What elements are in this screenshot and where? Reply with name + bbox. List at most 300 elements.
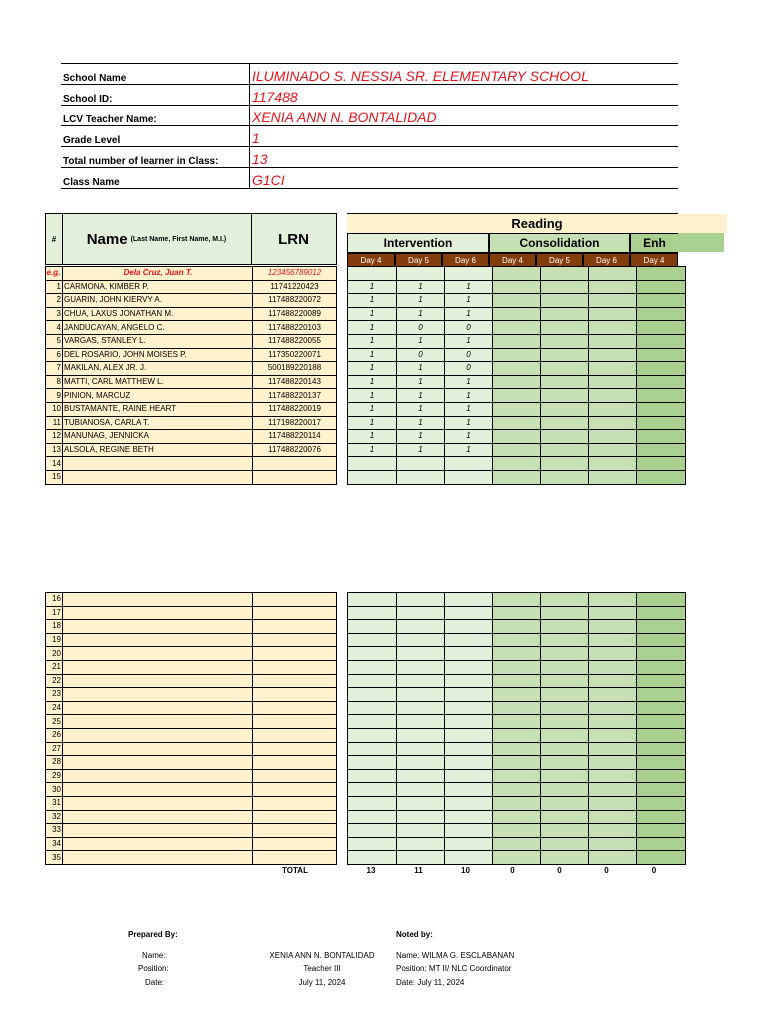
score-cell[interactable] xyxy=(589,457,637,471)
score-cell[interactable]: 0 xyxy=(397,348,445,362)
score-cell[interactable] xyxy=(493,280,541,294)
learner-lrn[interactable] xyxy=(253,769,337,783)
score-cell[interactable] xyxy=(397,701,445,715)
learner-lrn[interactable] xyxy=(253,593,337,607)
score-cell[interactable] xyxy=(541,742,589,756)
score-cell[interactable] xyxy=(348,633,397,647)
learner-lrn[interactable]: 117488220137 xyxy=(253,389,337,403)
score-cell[interactable] xyxy=(397,728,445,742)
learner-name[interactable]: MANUNAG, JENNICKA xyxy=(63,430,253,444)
score-cell[interactable] xyxy=(541,769,589,783)
score-cell[interactable] xyxy=(397,783,445,797)
score-cell[interactable]: 1 xyxy=(348,389,397,403)
score-cell[interactable] xyxy=(541,348,589,362)
score-cell[interactable] xyxy=(348,756,397,770)
score-cell[interactable]: 1 xyxy=(445,430,493,444)
score-cell[interactable] xyxy=(589,267,637,281)
score-cell[interactable] xyxy=(348,470,397,484)
score-cell[interactable] xyxy=(541,660,589,674)
score-cell[interactable] xyxy=(348,457,397,471)
learner-name[interactable]: JANDUCAYAN, ANGELO C. xyxy=(63,321,253,335)
score-cell[interactable]: 1 xyxy=(445,307,493,321)
score-cell[interactable] xyxy=(493,620,541,634)
score-cell[interactable] xyxy=(637,402,686,416)
learner-lrn[interactable]: 117488220103 xyxy=(253,321,337,335)
score-cell[interactable] xyxy=(348,851,397,865)
learner-lrn[interactable] xyxy=(253,837,337,851)
score-cell[interactable] xyxy=(541,783,589,797)
score-cell[interactable] xyxy=(493,470,541,484)
score-cell[interactable] xyxy=(493,457,541,471)
score-cell[interactable] xyxy=(493,796,541,810)
score-cell[interactable] xyxy=(541,430,589,444)
score-cell[interactable] xyxy=(493,756,541,770)
score-cell[interactable] xyxy=(637,307,686,321)
learner-name[interactable]: GUARIN, JOHN KIERVY A. xyxy=(63,294,253,308)
score-cell[interactable]: 1 xyxy=(397,294,445,308)
score-cell[interactable] xyxy=(637,606,686,620)
score-cell[interactable] xyxy=(397,674,445,688)
learner-name[interactable]: PINION, MARCUZ xyxy=(63,389,253,403)
score-cell[interactable] xyxy=(493,688,541,702)
learner-lrn[interactable] xyxy=(253,796,337,810)
score-cell[interactable] xyxy=(348,715,397,729)
score-cell[interactable] xyxy=(445,837,493,851)
learner-lrn[interactable] xyxy=(253,715,337,729)
score-cell[interactable]: 1 xyxy=(397,375,445,389)
score-cell[interactable] xyxy=(493,321,541,335)
score-cell[interactable] xyxy=(589,375,637,389)
learner-name[interactable] xyxy=(63,715,253,729)
learner-name[interactable]: TUBIANOSA, CARLA T. xyxy=(63,416,253,430)
score-cell[interactable] xyxy=(589,307,637,321)
score-cell[interactable] xyxy=(493,389,541,403)
score-cell[interactable] xyxy=(493,715,541,729)
score-cell[interactable] xyxy=(541,593,589,607)
score-cell[interactable] xyxy=(637,348,686,362)
learner-name[interactable]: ALSOLA, REGINE BETH xyxy=(63,443,253,457)
learner-lrn[interactable] xyxy=(253,810,337,824)
learner-name[interactable]: BUSTAMANTE, RAINE HEART xyxy=(63,402,253,416)
score-cell[interactable] xyxy=(493,701,541,715)
score-cell[interactable] xyxy=(348,810,397,824)
score-cell[interactable] xyxy=(637,334,686,348)
learner-name[interactable] xyxy=(63,728,253,742)
score-cell[interactable] xyxy=(397,824,445,838)
score-cell[interactable] xyxy=(589,742,637,756)
learner-name[interactable] xyxy=(63,701,253,715)
score-cell[interactable] xyxy=(493,430,541,444)
score-cell[interactable] xyxy=(589,294,637,308)
learner-lrn[interactable] xyxy=(253,688,337,702)
score-cell[interactable] xyxy=(541,756,589,770)
learner-lrn[interactable] xyxy=(253,620,337,634)
score-cell[interactable] xyxy=(637,674,686,688)
learner-lrn[interactable] xyxy=(253,824,337,838)
score-cell[interactable]: 1 xyxy=(445,280,493,294)
score-cell[interactable] xyxy=(541,362,589,376)
learner-name[interactable] xyxy=(63,837,253,851)
score-cell[interactable] xyxy=(637,715,686,729)
score-cell[interactable] xyxy=(445,593,493,607)
learner-name[interactable] xyxy=(63,796,253,810)
score-cell[interactable] xyxy=(493,307,541,321)
score-cell[interactable]: 1 xyxy=(348,402,397,416)
score-cell[interactable] xyxy=(541,389,589,403)
score-cell[interactable] xyxy=(637,810,686,824)
score-cell[interactable] xyxy=(637,416,686,430)
score-cell[interactable] xyxy=(589,620,637,634)
learner-name[interactable] xyxy=(63,470,253,484)
score-cell[interactable] xyxy=(589,769,637,783)
score-cell[interactable] xyxy=(445,769,493,783)
score-cell[interactable] xyxy=(589,321,637,335)
learner-lrn[interactable] xyxy=(253,851,337,865)
score-cell[interactable] xyxy=(397,593,445,607)
score-cell[interactable] xyxy=(637,742,686,756)
score-cell[interactable]: 0 xyxy=(445,321,493,335)
learner-lrn[interactable]: 117488220076 xyxy=(253,443,337,457)
score-cell[interactable] xyxy=(541,416,589,430)
score-cell[interactable] xyxy=(541,321,589,335)
score-cell[interactable] xyxy=(589,783,637,797)
score-cell[interactable] xyxy=(541,606,589,620)
score-cell[interactable]: 1 xyxy=(445,389,493,403)
score-cell[interactable] xyxy=(348,593,397,607)
score-cell[interactable] xyxy=(445,606,493,620)
score-cell[interactable] xyxy=(493,647,541,661)
score-cell[interactable] xyxy=(637,660,686,674)
score-cell[interactable]: 1 xyxy=(397,443,445,457)
score-cell[interactable] xyxy=(637,443,686,457)
learner-name[interactable] xyxy=(63,769,253,783)
learner-name[interactable] xyxy=(63,824,253,838)
learner-name[interactable]: CHUA, LAXUS JONATHAN M. xyxy=(63,307,253,321)
learner-lrn[interactable] xyxy=(253,660,337,674)
score-cell[interactable] xyxy=(637,756,686,770)
score-cell[interactable] xyxy=(637,796,686,810)
score-cell[interactable] xyxy=(397,715,445,729)
score-cell[interactable]: 0 xyxy=(397,321,445,335)
score-cell[interactable] xyxy=(397,851,445,865)
learner-lrn[interactable] xyxy=(253,728,337,742)
score-cell[interactable] xyxy=(541,620,589,634)
score-cell[interactable]: 0 xyxy=(445,362,493,376)
learner-name[interactable] xyxy=(63,593,253,607)
score-cell[interactable] xyxy=(541,280,589,294)
learner-lrn[interactable]: 117488220055 xyxy=(253,334,337,348)
score-cell[interactable] xyxy=(541,810,589,824)
score-cell[interactable]: 1 xyxy=(397,307,445,321)
score-cell[interactable] xyxy=(348,824,397,838)
score-cell[interactable] xyxy=(397,769,445,783)
score-cell[interactable] xyxy=(445,783,493,797)
score-cell[interactable] xyxy=(541,402,589,416)
score-cell[interactable]: 1 xyxy=(445,443,493,457)
score-cell[interactable] xyxy=(589,362,637,376)
learner-lrn[interactable] xyxy=(253,470,337,484)
score-cell[interactable] xyxy=(541,375,589,389)
score-cell[interactable] xyxy=(589,701,637,715)
score-cell[interactable] xyxy=(589,470,637,484)
score-cell[interactable]: 1 xyxy=(397,416,445,430)
score-cell[interactable]: 1 xyxy=(397,389,445,403)
score-cell[interactable] xyxy=(637,321,686,335)
score-cell[interactable] xyxy=(541,633,589,647)
score-cell[interactable] xyxy=(637,851,686,865)
learner-name[interactable] xyxy=(63,660,253,674)
score-cell[interactable] xyxy=(348,647,397,661)
score-cell[interactable] xyxy=(637,280,686,294)
score-cell[interactable] xyxy=(445,660,493,674)
score-cell[interactable] xyxy=(493,606,541,620)
score-cell[interactable] xyxy=(589,402,637,416)
score-cell[interactable] xyxy=(637,362,686,376)
score-cell[interactable] xyxy=(589,837,637,851)
score-cell[interactable] xyxy=(397,606,445,620)
score-cell[interactable] xyxy=(397,647,445,661)
score-cell[interactable] xyxy=(397,756,445,770)
score-cell[interactable] xyxy=(397,470,445,484)
score-cell[interactable] xyxy=(493,810,541,824)
score-cell[interactable]: 1 xyxy=(348,280,397,294)
learner-name[interactable] xyxy=(63,633,253,647)
score-cell[interactable] xyxy=(637,633,686,647)
learner-name[interactable] xyxy=(63,783,253,797)
score-cell[interactable]: 1 xyxy=(397,430,445,444)
learner-lrn[interactable] xyxy=(253,606,337,620)
score-cell[interactable] xyxy=(397,837,445,851)
score-cell[interactable] xyxy=(589,660,637,674)
score-cell[interactable] xyxy=(637,824,686,838)
score-cell[interactable] xyxy=(493,674,541,688)
score-cell[interactable] xyxy=(493,593,541,607)
score-cell[interactable] xyxy=(589,443,637,457)
learner-lrn[interactable]: 117198220017 xyxy=(253,416,337,430)
score-cell[interactable] xyxy=(541,470,589,484)
score-cell[interactable] xyxy=(493,416,541,430)
score-cell[interactable]: 1 xyxy=(348,375,397,389)
score-cell[interactable] xyxy=(637,769,686,783)
score-cell[interactable] xyxy=(589,810,637,824)
score-cell[interactable] xyxy=(637,620,686,634)
score-cell[interactable] xyxy=(348,783,397,797)
score-cell[interactable] xyxy=(541,674,589,688)
score-cell[interactable] xyxy=(493,334,541,348)
score-cell[interactable]: 1 xyxy=(348,307,397,321)
score-cell[interactable] xyxy=(493,728,541,742)
score-cell[interactable]: 1 xyxy=(348,294,397,308)
learner-name[interactable] xyxy=(63,457,253,471)
score-cell[interactable] xyxy=(589,824,637,838)
score-cell[interactable] xyxy=(397,267,445,281)
score-cell[interactable] xyxy=(493,742,541,756)
score-cell[interactable] xyxy=(589,851,637,865)
score-cell[interactable] xyxy=(589,430,637,444)
score-cell[interactable] xyxy=(493,783,541,797)
score-cell[interactable] xyxy=(348,688,397,702)
score-cell[interactable] xyxy=(397,457,445,471)
score-cell[interactable] xyxy=(348,796,397,810)
score-cell[interactable] xyxy=(493,375,541,389)
score-cell[interactable] xyxy=(493,660,541,674)
score-cell[interactable]: 1 xyxy=(397,334,445,348)
score-cell[interactable] xyxy=(589,756,637,770)
score-cell[interactable] xyxy=(445,457,493,471)
score-cell[interactable] xyxy=(589,674,637,688)
score-cell[interactable]: 1 xyxy=(348,321,397,335)
score-cell[interactable] xyxy=(348,620,397,634)
score-cell[interactable]: 1 xyxy=(348,443,397,457)
score-cell[interactable] xyxy=(637,389,686,403)
learner-name[interactable]: VARGAS, STANLEY L. xyxy=(63,334,253,348)
score-cell[interactable]: 1 xyxy=(397,362,445,376)
score-cell[interactable] xyxy=(348,769,397,783)
score-cell[interactable] xyxy=(445,701,493,715)
score-cell[interactable] xyxy=(445,728,493,742)
score-cell[interactable] xyxy=(589,416,637,430)
score-cell[interactable] xyxy=(397,688,445,702)
score-cell[interactable]: 1 xyxy=(348,334,397,348)
score-cell[interactable] xyxy=(397,633,445,647)
score-cell[interactable] xyxy=(541,688,589,702)
learner-name[interactable] xyxy=(63,851,253,865)
score-cell[interactable]: 0 xyxy=(445,348,493,362)
score-cell[interactable] xyxy=(637,647,686,661)
score-cell[interactable] xyxy=(637,457,686,471)
learner-lrn[interactable]: 117350220071 xyxy=(253,348,337,362)
score-cell[interactable] xyxy=(589,606,637,620)
learner-lrn[interactable]: 500189220188 xyxy=(253,362,337,376)
score-cell[interactable] xyxy=(637,294,686,308)
score-cell[interactable] xyxy=(589,593,637,607)
learner-name[interactable] xyxy=(63,620,253,634)
score-cell[interactable] xyxy=(445,851,493,865)
learner-name[interactable] xyxy=(63,810,253,824)
score-cell[interactable] xyxy=(637,470,686,484)
score-cell[interactable] xyxy=(541,728,589,742)
score-cell[interactable] xyxy=(493,633,541,647)
score-cell[interactable] xyxy=(348,742,397,756)
learner-lrn[interactable] xyxy=(253,756,337,770)
learner-name[interactable]: MAKILAN, ALEX JR. J. xyxy=(63,362,253,376)
score-cell[interactable] xyxy=(541,294,589,308)
score-cell[interactable]: 1 xyxy=(348,430,397,444)
score-cell[interactable] xyxy=(397,620,445,634)
score-cell[interactable] xyxy=(589,334,637,348)
score-cell[interactable] xyxy=(541,267,589,281)
score-cell[interactable] xyxy=(493,824,541,838)
score-cell[interactable]: 1 xyxy=(348,362,397,376)
score-cell[interactable]: 1 xyxy=(397,280,445,294)
score-cell[interactable]: 1 xyxy=(445,416,493,430)
score-cell[interactable] xyxy=(637,267,686,281)
score-cell[interactable] xyxy=(348,606,397,620)
learner-lrn[interactable] xyxy=(253,783,337,797)
score-cell[interactable] xyxy=(445,267,493,281)
learner-name[interactable] xyxy=(63,756,253,770)
score-cell[interactable] xyxy=(493,402,541,416)
score-cell[interactable] xyxy=(493,837,541,851)
score-cell[interactable] xyxy=(589,348,637,362)
score-cell[interactable]: 1 xyxy=(348,348,397,362)
score-cell[interactable] xyxy=(445,810,493,824)
score-cell[interactable] xyxy=(397,660,445,674)
score-cell[interactable] xyxy=(541,443,589,457)
learner-lrn[interactable] xyxy=(253,457,337,471)
score-cell[interactable] xyxy=(589,715,637,729)
learner-name[interactable] xyxy=(63,674,253,688)
score-cell[interactable] xyxy=(541,837,589,851)
learner-lrn[interactable]: 117488220089 xyxy=(253,307,337,321)
score-cell[interactable] xyxy=(637,783,686,797)
learner-lrn[interactable]: 117488220072 xyxy=(253,294,337,308)
score-cell[interactable] xyxy=(493,769,541,783)
learner-lrn[interactable] xyxy=(253,647,337,661)
score-cell[interactable] xyxy=(493,851,541,865)
score-cell[interactable] xyxy=(589,389,637,403)
learner-name[interactable] xyxy=(63,742,253,756)
score-cell[interactable] xyxy=(541,824,589,838)
score-cell[interactable] xyxy=(541,334,589,348)
learner-name[interactable]: MATTI, CARL MATTHEW L. xyxy=(63,375,253,389)
learner-lrn[interactable]: 117488220143 xyxy=(253,375,337,389)
score-cell[interactable] xyxy=(445,742,493,756)
score-cell[interactable] xyxy=(445,756,493,770)
learner-lrn[interactable] xyxy=(253,674,337,688)
score-cell[interactable] xyxy=(589,633,637,647)
score-cell[interactable]: 1 xyxy=(348,416,397,430)
score-cell[interactable]: 1 xyxy=(445,375,493,389)
score-cell[interactable] xyxy=(541,796,589,810)
score-cell[interactable] xyxy=(541,647,589,661)
score-cell[interactable] xyxy=(348,267,397,281)
score-cell[interactable] xyxy=(445,470,493,484)
score-cell[interactable] xyxy=(589,796,637,810)
learner-lrn[interactable]: 117488220114 xyxy=(253,430,337,444)
score-cell[interactable] xyxy=(637,688,686,702)
score-cell[interactable] xyxy=(348,674,397,688)
learner-name[interactable] xyxy=(63,647,253,661)
score-cell[interactable]: 1 xyxy=(445,334,493,348)
score-cell[interactable] xyxy=(493,443,541,457)
score-cell[interactable] xyxy=(493,267,541,281)
learner-name[interactable]: CARMONA, KIMBER P. xyxy=(63,280,253,294)
score-cell[interactable] xyxy=(589,688,637,702)
score-cell[interactable] xyxy=(445,796,493,810)
learner-lrn[interactable]: 117488220019 xyxy=(253,402,337,416)
learner-lrn[interactable] xyxy=(253,701,337,715)
score-cell[interactable] xyxy=(637,430,686,444)
score-cell[interactable]: 1 xyxy=(397,402,445,416)
learner-lrn[interactable]: 11741220423 xyxy=(253,280,337,294)
score-cell[interactable] xyxy=(541,715,589,729)
score-cell[interactable] xyxy=(397,796,445,810)
score-cell[interactable] xyxy=(348,660,397,674)
score-cell[interactable] xyxy=(541,457,589,471)
learner-name[interactable] xyxy=(63,688,253,702)
score-cell[interactable] xyxy=(493,362,541,376)
score-cell[interactable] xyxy=(348,701,397,715)
learner-name[interactable]: DEL ROSARIO, JOHN MOISES P. xyxy=(63,348,253,362)
score-cell[interactable] xyxy=(637,837,686,851)
score-cell[interactable] xyxy=(445,620,493,634)
score-cell[interactable] xyxy=(397,742,445,756)
learner-lrn[interactable] xyxy=(253,633,337,647)
score-cell[interactable] xyxy=(493,294,541,308)
score-cell[interactable] xyxy=(445,674,493,688)
score-cell[interactable] xyxy=(589,280,637,294)
